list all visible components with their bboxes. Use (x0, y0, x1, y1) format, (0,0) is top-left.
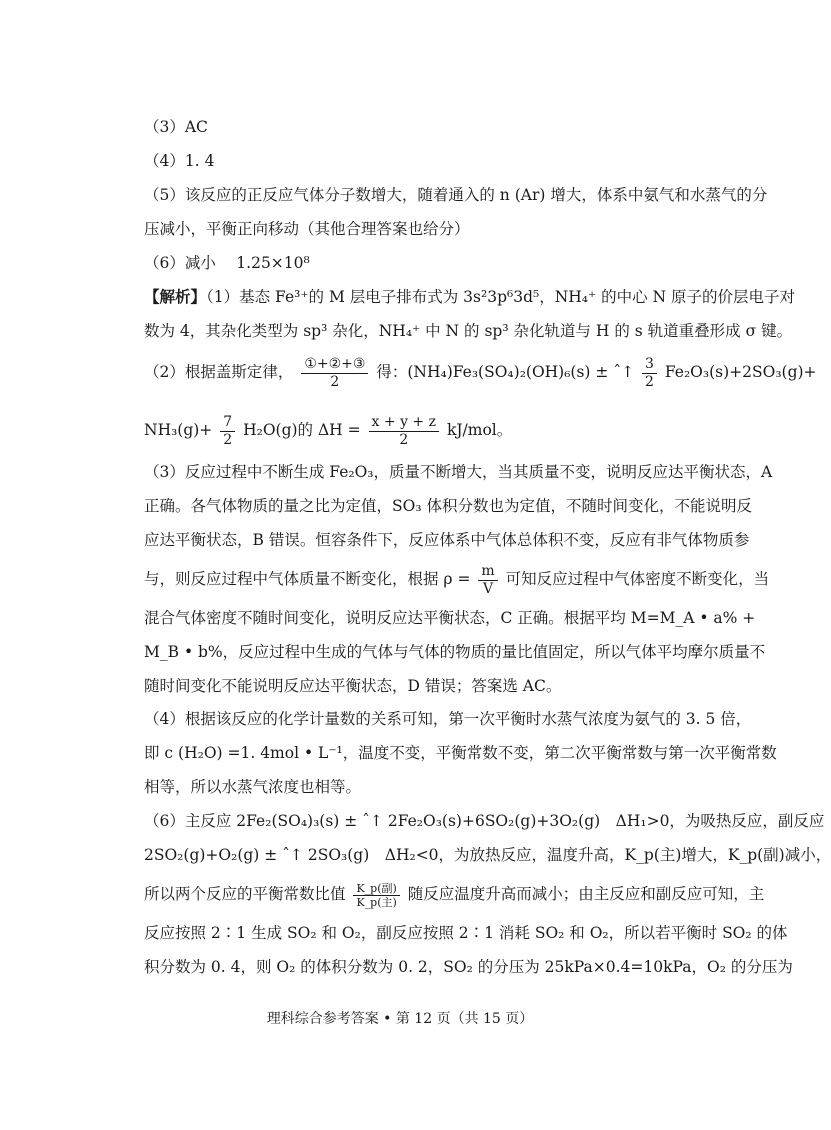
analysis-3-line-5: 混合气体密度不随时间变化，说明反应达平衡状态，C 正确。根据平均 M=M_A • a% + (144, 609, 756, 627)
analysis-6-line-4: 反应按照 2∶1 生成 SO₂ 和 O₂，副反应按照 2∶1 消耗 SO₂ 和 O₂，所以若平衡时 SO₂ 的体 (144, 924, 788, 942)
page-footer: 理科综合参考答案 • 第 12 页（共 15 页） (266, 1011, 534, 1027)
analysis-part-2 (144, 350, 817, 452)
analysis-4-line-1: （4）根据该反应的化学计量数的关系可知，第一次平衡时水蒸气浓度为氨气的 3. 5 倍， (144, 710, 752, 728)
kp-ratio-fraction: $\frac{\text{K\_p(副)}}{\text{K\_p(主)}}$ (353, 882, 399, 909)
analysis-3-line-7: 随时间变化不能说明反应达平衡状态，D 错误；答案选 AC。 (144, 677, 562, 695)
analysis-4-line-3: 相等，所以水蒸气浓度也相等。 (144, 778, 362, 796)
answers-section (144, 110, 768, 280)
analysis-4-line-2: 即 c (H₂O) =1. 4mol • L⁻¹，温度不变，平衡常数不变，第二次平衡常数与第一次平衡常数 (144, 744, 777, 762)
analysis-1-text: （1）基态 Fe³⁺的 M 层电子排布式为 3s²3p⁶3d⁵，NH₄⁺ 的中心 N 原子的价层电子对 (206, 288, 796, 306)
analysis-part-1 (144, 280, 796, 348)
answer-3: （3）AC (144, 118, 208, 136)
analysis-part-3 (144, 455, 773, 703)
analysis-3-line-2: 正确。各气体物质的量之比为定值，SO₃ 体积分数也为定值，不随时间变化，不能说明反 (144, 497, 752, 515)
answer-4: （4）1. 4 (144, 152, 215, 170)
analysis-2-line-1: （2）根据盖斯定律， $\frac{\text{①+②+③}}{2}$ 得：(NH₄)Fe₃(SO₄)₂(OH)₆(s) ± ˆ↑ $\frac{3}{2}$ Fe₂O₃(s)+2SO₃(g)+ (144, 355, 817, 390)
answer-5-line-1: （5）该反应的正反应气体分子数增大，随着通入的 n (Ar) 增大，体系中氨气和水蒸气的分 (144, 186, 768, 204)
analysis-2-line-2: NH₃(g)+ $\frac{7}{2}$ H₂O(g)的 ΔH = $\frac{x + y + z}{2}$ kJ/mol。 (144, 413, 513, 448)
coefficient-fraction-7-2: $\frac{7}{2}$ (220, 414, 235, 449)
analysis-heading: 【解析】 (144, 287, 207, 306)
enthalpy-fraction: $\frac{x + y + z}{2}$ (369, 414, 439, 449)
answer-6: （6）减小 1.25×10⁸ (144, 254, 310, 272)
analysis-3-line-1: （3）反应过程中不断生成 Fe₂O₃，质量不断增大，当其质量不变，说明反应达平衡状态，A (144, 463, 773, 481)
analysis-part-4 (144, 702, 777, 804)
analysis-6-line-2: 2SO₂(g)+O₂(g) ± ˆ↑ 2SO₃(g) ΔH₂<0，为放热反应，温度升高，K_p(主)增大，K_p(副)减小， (144, 846, 831, 864)
analysis-6-line-3: 所以两个反应的平衡常数比值 $\frac{\text{K\_p(副)}}{\text{K\_p(主)}}$ 随反应温度升高而减小；由主反应和副反应可知，主 (144, 881, 765, 909)
analysis-6-line-5: 积分数为 0. 4，则 O₂ 的体积分数为 0. 2，SO₂ 的分压为 25kPa×0.4=10kPa，O₂ 的分压为 (144, 958, 793, 976)
analysis-part-6 (144, 804, 831, 984)
analysis-3-line-3: 应达平衡状态，B 错误。恒容条件下，反应体系中气体总体积不变，反应有非气体物质参 (144, 531, 750, 549)
analysis-3-line-6: M_B • b%，反应过程中生成的气体与气体的物质的量比值固定，所以气体平均摩尔质量不 (144, 643, 766, 661)
analysis-6-line-1: （6）主反应 2Fe₂(SO₄)₃(s) ± ˆ↑ 2Fe₂O₃(s)+6SO₂(g)+3O₂(g) ΔH₁>0，为吸热反应，副反应 (144, 812, 825, 830)
hess-fraction: $\frac{\text{①+②+③}}{2}$ (301, 356, 368, 391)
coefficient-fraction-3-2: $\frac{3}{2}$ (642, 356, 657, 391)
density-fraction: $\frac{m}{V}$ (478, 563, 497, 598)
answer-5-line-2: 压减小，平衡正向移动（其他合理答案也给分） (144, 220, 470, 238)
analysis-3-line-4: 与，则反应过程中气体质量不断变化，根据 ρ = $\frac{m}{V}$ 可知反应过程中气体密度不断变化，当 (144, 562, 770, 597)
analysis-1-line-1 (144, 280, 796, 314)
analysis-1-line-2: 数为 4，其杂化类型为 sp³ 杂化，NH₄⁺ 中 N 的 sp³ 杂化轨道与 H 的 s 轨道重叠形成 σ 键。 (144, 322, 793, 340)
